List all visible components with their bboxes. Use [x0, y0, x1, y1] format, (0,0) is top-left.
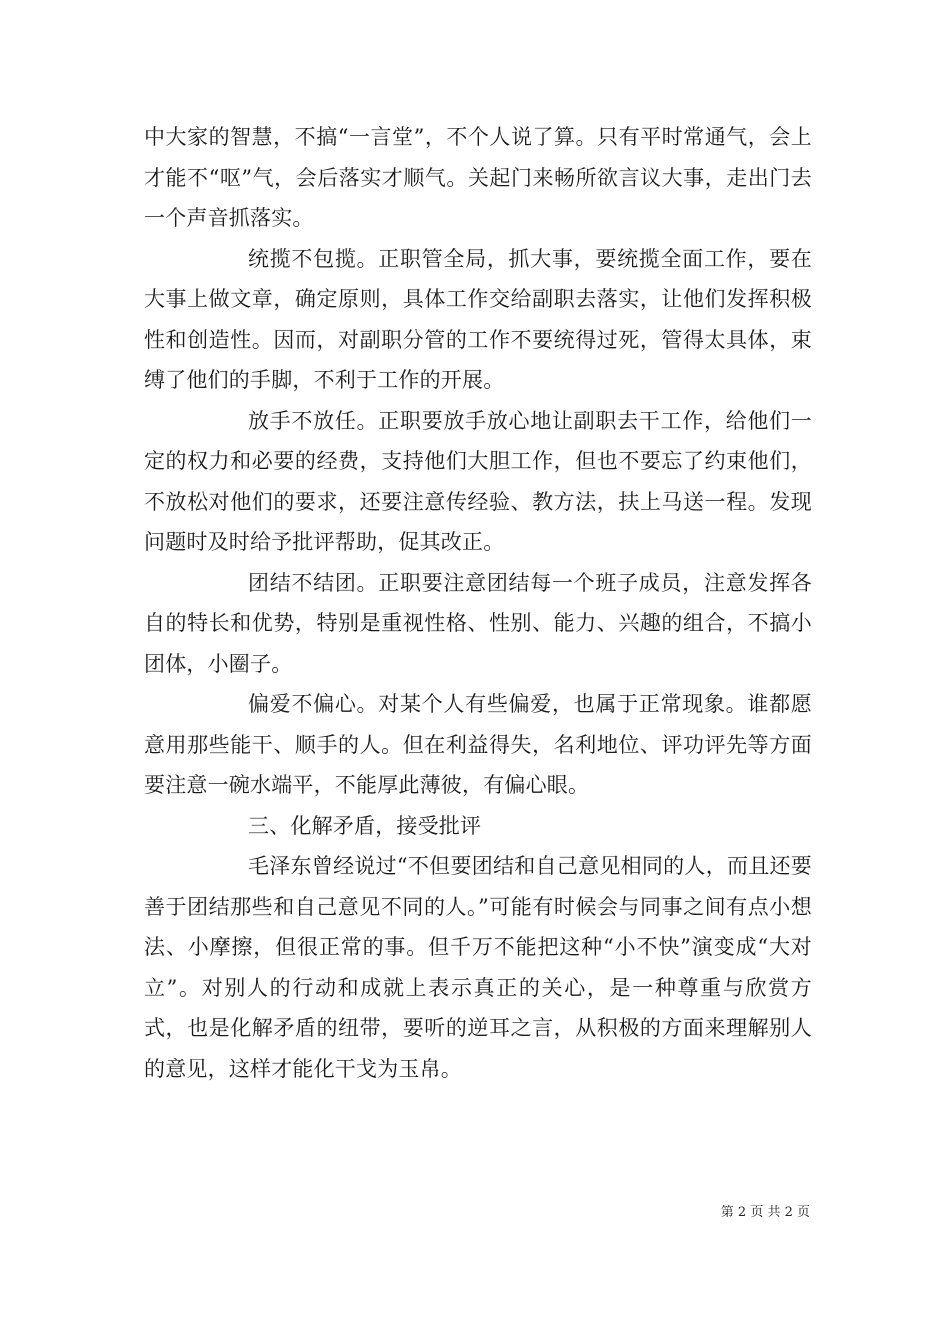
document-body [144, 117, 812, 1089]
paragraph-delegation: 放手不放任。正职要放手放心地让副职去干工作，给他们一定的权力和必要的经费，支持他们大胆工作，但也不要忘了约束他们，不放松对他们的要求，还要注意传经验、教方法，扶上马送一程。发现问题时及时给予批评帮助，促其改正。 [144, 408, 812, 554]
paragraph-continuation: 中大家的智慧，不搞“一言堂”，不个人说了算。只有平时常通气，会上才能不“呕”气，会后落实才顺气。关起门来畅所欲言议大事，走出门去一个声音抓落实。 [144, 125, 812, 230]
paragraph-fairness: 偏爱不偏心。对某个人有些偏爱，也属于正常现象。谁都愿意用那些能干、顺手的人。但在利益得失，名利地位、评功评先等方面要注意一碗水端平，不能厚此薄彼，有偏心眼。 [144, 692, 812, 797]
section-heading: 三、化解矛盾，接受批评 [248, 813, 482, 838]
paragraph-overall-leadership: 统揽不包揽。正职管全局，抓大事，要统揽全面工作，要在大事上做文章，确定原则，具体工作交给副职去落实，让他们发挥积极性和创造性。因而，对副职分管的工作不要统得过死，管得太具体，束缚了他们的手脚，不利于工作的开展。 [144, 246, 812, 392]
page-number: 第 2 页 共 2 页 [720, 1205, 810, 1220]
paragraph-unity: 团结不结团。正职要注意团结每一个班子成员，注意发挥各自的特长和优势，特别是重视性格、性别、能力、兴趣的组合，不搞小团体，小圈子。 [144, 570, 812, 676]
paragraph-resolve-conflict: 毛泽东曾经说过“不但要团结和自己意见相同的人，而且还要善于团结那些和自己意见不同的人。”可能有时候会与同事之间有点小想法、小摩擦，但很正常的事。但千万不能把这种“小不快”演变成“大对立”。对别人的行动和成就上表示真正的关心，是一种尊重与欣赏方式，也是化解矛盾的纽带，要听的逆耳之言，从积极的方面来理解别人的意见，这样才能化干戈为玉帛。 [144, 854, 812, 1081]
